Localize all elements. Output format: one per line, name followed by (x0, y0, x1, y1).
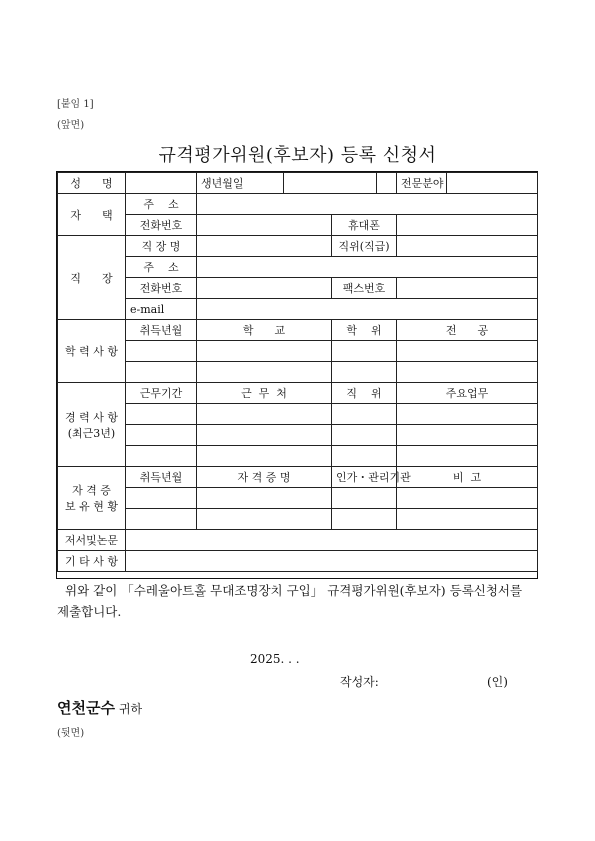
school-header: 학 교 (197, 320, 332, 341)
cert-cell[interactable] (397, 509, 538, 530)
edu-cell[interactable] (126, 341, 197, 362)
career-cell[interactable] (332, 446, 397, 467)
addressee-honorific: 귀하 (118, 702, 143, 716)
note-header: 비 고 (397, 467, 538, 488)
addressee-organization: 연천군수 (57, 699, 115, 717)
other-label: 기 타 사 항 (58, 551, 126, 572)
career-cell[interactable] (332, 404, 397, 425)
career-label-line1: 경 력 사 항 (65, 410, 118, 424)
certificate-label-line1: 자 격 증 (72, 484, 111, 497)
career-cell[interactable] (332, 425, 397, 446)
back-side-label: (뒷면) (57, 728, 85, 739)
field-value[interactable] (447, 173, 538, 194)
education-label: 학 력 사 항 (58, 320, 126, 383)
document-title: 규격평가위원(후보자) 등록 신청서 (158, 145, 437, 166)
cert-cell[interactable] (397, 488, 538, 509)
home-phone-value[interactable] (197, 215, 332, 236)
writer-label: 작성자: (340, 675, 379, 689)
statement-line1: 위와 같이 「수레울아트홀 무대조명장치 구입」 규격평가위원(후보자) 등록신청서를 (65, 583, 523, 598)
edu-cell[interactable] (397, 362, 538, 383)
cert-cell[interactable] (197, 509, 332, 530)
fax-label: 팩스번호 (332, 278, 397, 299)
cert-cell[interactable] (126, 509, 197, 530)
cert-name-header: 자 격 증 명 (197, 467, 332, 488)
date-text: 2025. . . (250, 652, 300, 666)
cert-year-header: 취득년월 (126, 467, 197, 488)
edu-cell[interactable] (397, 341, 538, 362)
edu-cell[interactable] (126, 362, 197, 383)
career-cell[interactable] (197, 425, 332, 446)
degree-header: 학 위 (332, 320, 397, 341)
home-address-label: 주 소 (126, 194, 197, 215)
home-label: 자 택 (58, 194, 126, 236)
job-position-header: 직 위 (332, 383, 397, 404)
workplace-label: 직 장 명 (126, 236, 197, 257)
name-value[interactable] (126, 173, 197, 194)
field-label: 전문분야 (397, 173, 447, 194)
career-cell[interactable] (197, 404, 332, 425)
mobile-value[interactable] (397, 215, 538, 236)
cert-cell[interactable] (197, 488, 332, 509)
work-address-value[interactable] (197, 257, 538, 278)
edu-cell[interactable] (197, 341, 332, 362)
career-cell[interactable] (126, 404, 197, 425)
work-phone-value[interactable] (197, 278, 332, 299)
attachment-label: [붙임 1] (57, 99, 94, 110)
email-value[interactable] (197, 299, 538, 320)
workplace-value[interactable] (197, 236, 332, 257)
addressee (57, 697, 142, 718)
duties-header: 주요업무 (397, 383, 538, 404)
career-cell[interactable] (126, 446, 197, 467)
issuer-header: 인가・관리기관 (332, 467, 397, 488)
cert-cell[interactable] (332, 509, 397, 530)
edu-cell[interactable] (332, 341, 397, 362)
period-header: 근무기간 (126, 383, 197, 404)
career-label-line2: (최근3년) (67, 426, 116, 440)
employer-header: 근 무 처 (197, 383, 332, 404)
work-label: 직 장 (58, 236, 126, 320)
statement-line2: 제출합니다. (57, 604, 122, 619)
papers-value[interactable] (126, 530, 538, 551)
career-cell[interactable] (397, 446, 538, 467)
home-phone-label: 전화번호 (126, 215, 197, 236)
work-phone-label: 전화번호 (126, 278, 197, 299)
home-address-value[interactable] (197, 194, 538, 215)
fax-value[interactable] (397, 278, 538, 299)
application-form-table (57, 172, 538, 572)
papers-label: 저서및논문 (58, 530, 126, 551)
front-side-label: (앞면) (57, 120, 85, 131)
name-label: 성 명 (58, 173, 126, 194)
position-label: 직위(직급) (332, 236, 397, 257)
position-value[interactable] (397, 236, 538, 257)
edu-year-header: 취득년월 (126, 320, 197, 341)
certificate-label-line2: 보 유 현 황 (65, 500, 118, 513)
edu-cell[interactable] (197, 362, 332, 383)
career-cell[interactable] (126, 425, 197, 446)
certificate-label (58, 467, 126, 530)
spacer-cell (377, 173, 397, 194)
major-header: 전 공 (397, 320, 538, 341)
email-label: e-mail (126, 299, 197, 320)
work-address-label: 주 소 (126, 257, 197, 278)
birth-value[interactable] (284, 173, 377, 194)
statement (57, 580, 542, 622)
seal-mark: (인) (487, 675, 508, 689)
career-cell[interactable] (397, 425, 538, 446)
career-label (58, 383, 126, 467)
edu-cell[interactable] (332, 362, 397, 383)
cert-cell[interactable] (332, 488, 397, 509)
career-cell[interactable] (197, 446, 332, 467)
mobile-label: 휴대폰 (332, 215, 397, 236)
career-cell[interactable] (397, 404, 538, 425)
cert-cell[interactable] (126, 488, 197, 509)
birth-label: 생년월일 (197, 173, 284, 194)
other-value[interactable] (126, 551, 538, 572)
